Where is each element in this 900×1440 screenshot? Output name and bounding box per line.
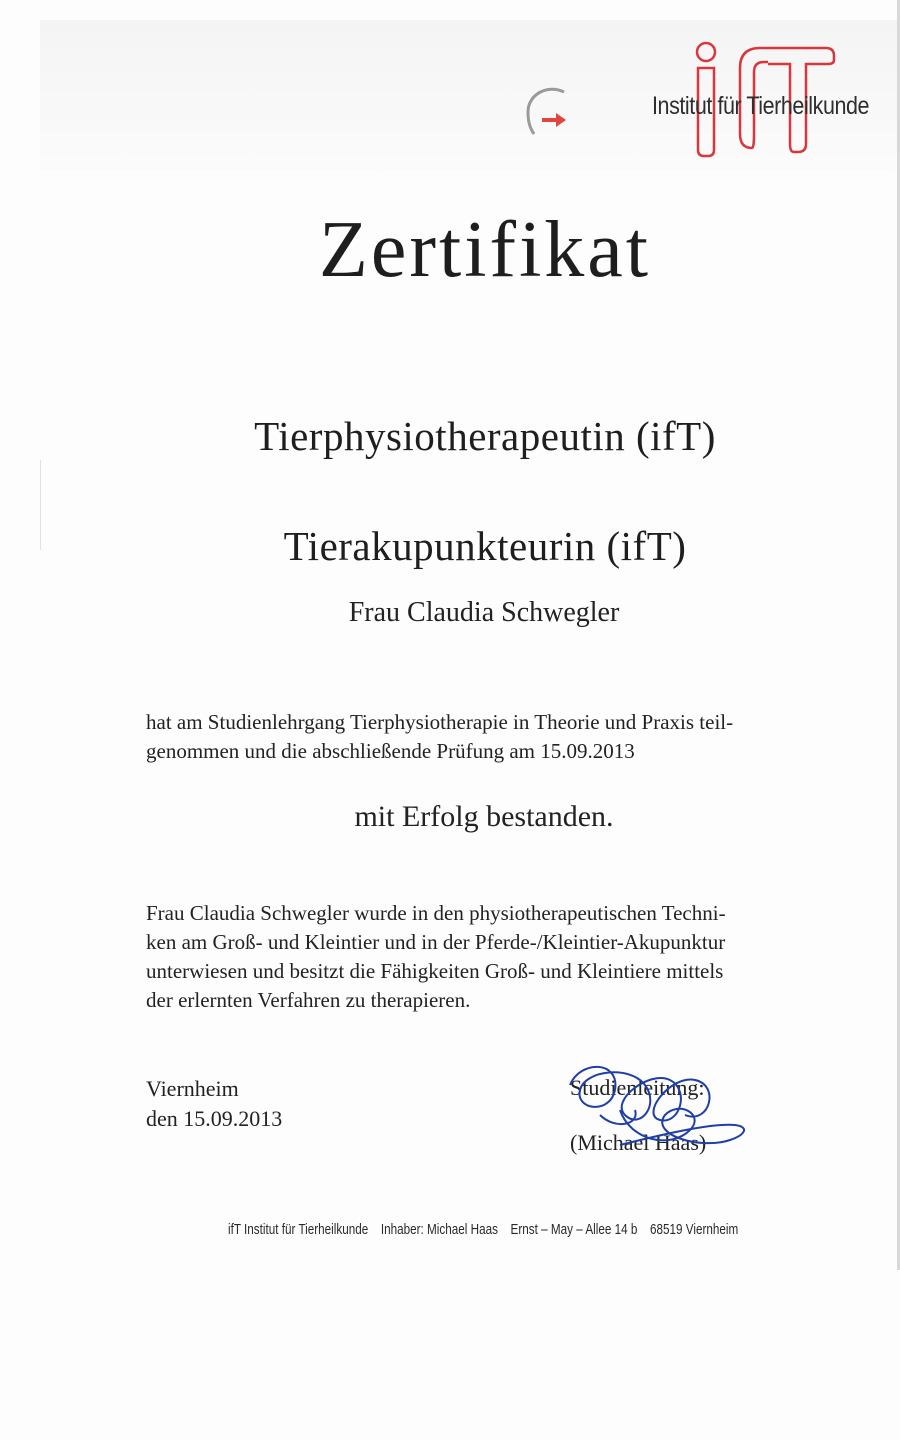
signatory-name: (Michael Haas) [570, 1130, 707, 1155]
qualification-physiotherapist: Tierphysiotherapeutin (ifT) [254, 413, 716, 459]
footer-address [228, 1221, 748, 1238]
footer-street: Ernst – May – Allee 14 b [510, 1221, 638, 1238]
footer-institute: ifT Institut für Tierheilkunde [228, 1221, 369, 1238]
signature-label: Studienleitung: [570, 1075, 705, 1100]
qualification-acupuncturist: Tierakupunkteurin (ifT) [283, 523, 687, 569]
footer-owner: Inhaber: Michael Haas [380, 1221, 498, 1238]
certificate-title: Zertifikat [318, 206, 652, 294]
issue-date: den 15.09.2013 [146, 1106, 283, 1131]
skills-paragraph [146, 899, 846, 1015]
course-paragraph [146, 708, 846, 766]
place: Viernheim [146, 1076, 239, 1101]
footer-city: 68519 Viernheim [649, 1221, 739, 1238]
handwritten-signature [560, 1055, 760, 1165]
logo-text: Institut für Tierheilkunde [652, 92, 870, 120]
paragraph-line: unterwiesen und besitzt die Fähigkeiten Groß- und Kleintiere mittels [146, 959, 724, 983]
passed-statement: mit Erfolg bestanden. [354, 800, 614, 833]
paragraph-line: hat am Studienlehrgang Tierphysiotherapie in Theorie und Praxis teil- [146, 710, 734, 734]
paragraph-line: genommen und die abschließende Prüfung am 15.09.2013 [146, 739, 635, 763]
recipient-name: Frau Claudia Schwegler [348, 597, 620, 628]
place-and-date [146, 1074, 282, 1134]
arrow-icon [520, 82, 580, 142]
paragraph-line: der erlernten Verfahren zu therapieren. [146, 988, 471, 1012]
paragraph-line: ken am Groß- und Kleintier und in der Pferde-/Kleintier-Akupunktur [146, 930, 726, 954]
paragraph-line: Frau Claudia Schwegler wurde in den physiotherapeutischen Techni- [146, 901, 726, 925]
